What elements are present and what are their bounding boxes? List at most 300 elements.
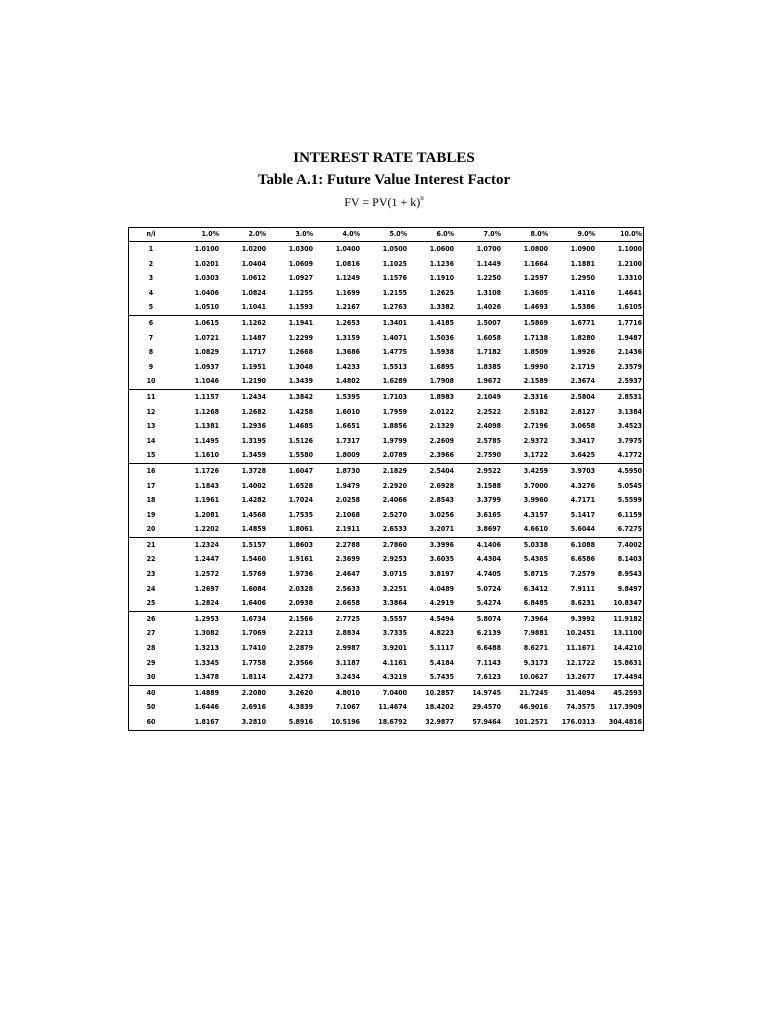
table-row [129, 537, 643, 552]
column-header: 4.0% [314, 228, 361, 242]
table-row [129, 374, 643, 389]
factor-cell: 1.9672 [476, 377, 501, 386]
factor-cell: 1.1961 [194, 496, 219, 505]
table-row [129, 596, 643, 611]
factor-cell: 1.3842 [267, 389, 314, 404]
factor-cell: 1.2824 [194, 599, 219, 608]
factor-cell: 3.2620 [267, 685, 314, 700]
factor-cell: 1.7959 [382, 407, 407, 416]
factor-cell: 1.0201 [194, 259, 219, 268]
factor-cell: 1.9479 [335, 481, 360, 490]
factor-cell: 1.2447 [194, 555, 219, 564]
factor-cell: 1.9990 [523, 362, 548, 371]
factor-cell: 1.2100 [617, 259, 642, 268]
factor-cell: 1.0829 [194, 348, 219, 357]
factor-cell: 2.0938 [288, 599, 313, 608]
period-cell: 22 [146, 555, 156, 564]
factor-cell: 2.4098 [476, 422, 501, 431]
period-cell: 25 [146, 599, 156, 608]
factor-cell: 1.3310 [617, 274, 642, 283]
factor-cell: 2.1719 [570, 362, 595, 371]
period-cell: 14 [146, 436, 156, 445]
factor-cell: 3.0715 [382, 570, 407, 579]
factor-cell: 6.3412 [523, 584, 548, 593]
factor-cell: 2.1068 [335, 510, 360, 519]
factor-cell: 2.3316 [502, 389, 549, 404]
column-header: 6.0% [408, 228, 455, 242]
factor-cell: 2.6533 [382, 525, 407, 534]
column-header: 2.0% [220, 228, 267, 242]
column-header: 1.0% [173, 228, 220, 242]
factor-cell: 1.9926 [570, 348, 595, 357]
factor-cell: 1.4116 [570, 288, 595, 297]
factor-cell: 5.4365 [523, 555, 548, 564]
column-header: 5.0% [361, 228, 408, 242]
factor-cell: 1.1726 [173, 463, 220, 478]
factor-cell: 2.0328 [288, 584, 313, 593]
table-row [129, 670, 643, 685]
factor-cell: 1.4258 [288, 407, 313, 416]
factor-cell: 1.4233 [335, 362, 360, 371]
table-row [129, 389, 643, 404]
factor-cell: 4.6610 [523, 525, 548, 534]
period-cell: 60 [146, 718, 156, 726]
table-row [129, 567, 643, 582]
factor-cell: 6.6586 [570, 555, 595, 564]
factor-cell: 1.0510 [194, 303, 219, 312]
factor-cell: 1.5580 [288, 451, 313, 460]
table-row [129, 434, 643, 449]
factor-cell: 10.2451 [566, 629, 595, 638]
period-cell: 12 [146, 407, 156, 416]
table-row [129, 345, 643, 360]
table-row [129, 715, 643, 730]
factor-cell: 5.5599 [617, 496, 642, 505]
column-header: 3.0% [267, 228, 314, 242]
factor-cell: 1.1910 [429, 274, 454, 283]
factor-cell: 1.4685 [288, 422, 313, 431]
factor-cell: 13.2677 [566, 673, 595, 682]
factor-cell: 1.8280 [570, 333, 595, 342]
factor-cell: 2.2522 [476, 407, 501, 416]
table-row [129, 286, 643, 301]
factor-cell: 3.5557 [361, 611, 408, 626]
factor-cell: 11.9182 [596, 611, 643, 626]
factor-cell: 11.4674 [378, 703, 407, 712]
period-cell: 19 [146, 510, 156, 519]
factor-cell: 1.3082 [194, 629, 219, 638]
period-cell: 30 [146, 673, 156, 682]
factor-cell: 1.4693 [523, 303, 548, 312]
factor-cell: 1.8009 [335, 451, 360, 460]
factor-cell: 4.3219 [382, 673, 407, 682]
factor-cell: 2.2609 [429, 436, 454, 445]
factor-cell: 1.4802 [335, 377, 360, 386]
factor-cell: 8.9543 [617, 570, 642, 579]
period-cell: 13 [146, 422, 156, 431]
factor-cell: 1.3048 [288, 362, 313, 371]
table-row [129, 626, 643, 641]
period-cell: 7 [148, 333, 154, 342]
factor-cell: 2.3966 [429, 451, 454, 460]
factor-cell: 2.5633 [335, 584, 360, 593]
factor-cell: 1.7317 [335, 436, 360, 445]
factor-cell: 1.4775 [382, 348, 407, 357]
period-cell: 18 [146, 496, 156, 505]
factor-cell: 5.0338 [502, 537, 549, 552]
factor-cell: 10.8347 [613, 599, 642, 608]
table-row [129, 419, 643, 434]
factor-cell: 1.0303 [194, 274, 219, 283]
column-header: 9.0% [549, 228, 596, 242]
factor-cell: 3.1187 [335, 658, 360, 667]
factor-cell: 1.4071 [382, 333, 407, 342]
factor-cell: 2.3674 [570, 377, 595, 386]
factor-cell: 1.3605 [523, 288, 548, 297]
factor-cell: 1.5126 [288, 436, 313, 445]
factor-cell: 1.1381 [194, 422, 219, 431]
factor-cell: 2.2080 [220, 685, 267, 700]
factor-cell: 17.4494 [613, 673, 642, 682]
factor-cell: 2.5182 [523, 407, 548, 416]
factor-cell: 14.4210 [613, 644, 642, 653]
factor-cell: 5.8715 [523, 570, 548, 579]
factor-cell: 1.7716 [596, 315, 643, 330]
factor-cell: 1.4641 [617, 288, 642, 297]
factor-cell: 1.5460 [241, 555, 266, 564]
factor-cell: 3.2434 [335, 673, 360, 682]
table-row [129, 360, 643, 375]
period-cell: 29 [146, 658, 156, 667]
factor-cell: 1.8856 [382, 422, 407, 431]
factor-cell: 1.1610 [194, 451, 219, 460]
factor-cell: 1.0800 [523, 245, 548, 253]
formula-exponent: n [420, 194, 424, 202]
factor-cell: 7.4002 [596, 537, 643, 552]
factor-cell: 5.4274 [476, 599, 501, 608]
factor-cell: 2.7590 [476, 451, 501, 460]
factor-cell: 5.1417 [570, 510, 595, 519]
period-cell: 15 [146, 451, 156, 460]
factor-cell: 1.1664 [523, 259, 548, 268]
factor-cell: 1.0816 [335, 259, 360, 268]
factor-cell: 1.2155 [382, 288, 407, 297]
factor-cell: 1.2324 [173, 537, 220, 552]
factor-cell: 1.0609 [288, 259, 313, 268]
factor-cell: 57.9464 [472, 718, 501, 726]
factor-cell: 1.4026 [476, 303, 501, 312]
factor-cell: 2.4066 [382, 496, 407, 505]
factor-cell: 1.9161 [288, 555, 313, 564]
factor-cell: 1.5007 [455, 315, 502, 330]
factor-cell: 1.6895 [429, 362, 454, 371]
factor-cell: 8.1403 [617, 555, 642, 564]
period-cell: 40 [129, 685, 173, 700]
factor-cell: 2.1049 [455, 389, 502, 404]
factor-cell: 1.3401 [361, 315, 408, 330]
factor-cell: 2.7196 [523, 422, 548, 431]
factor-cell: 18.6792 [378, 718, 407, 726]
factor-cell: 2.7860 [361, 537, 408, 552]
factor-cell: 1.6289 [382, 377, 407, 386]
table-row [129, 271, 643, 286]
factor-cell: 1.2250 [476, 274, 501, 283]
factor-cell: 1.2190 [241, 377, 266, 386]
factor-cell: 6.1159 [617, 510, 642, 519]
table-header-row [129, 228, 643, 242]
factor-cell: 1.1449 [476, 259, 501, 268]
factor-cell: 1.8983 [408, 389, 455, 404]
factor-cell: 1.5769 [241, 570, 266, 579]
factor-cell: 1.6406 [241, 599, 266, 608]
factor-cell: 5.4184 [429, 658, 454, 667]
column-header: 7.0% [455, 228, 502, 242]
table-body [129, 242, 643, 730]
factor-cell: 4.3839 [288, 703, 313, 712]
factor-cell: 5.1117 [429, 644, 454, 653]
period-cell: 16 [129, 463, 173, 478]
period-cell: 6 [129, 315, 173, 330]
factor-cell: 6.7275 [617, 525, 642, 534]
table-row [129, 479, 643, 494]
factor-cell: 1.4568 [241, 510, 266, 519]
factor-cell: 1.4282 [241, 496, 266, 505]
factor-cell: 2.3579 [617, 362, 642, 371]
factor-cell: 7.9111 [570, 584, 595, 593]
table-row [129, 522, 643, 537]
factor-cell: 1.2202 [194, 525, 219, 534]
factor-cell: 3.6165 [476, 510, 501, 519]
factor-cell: 31.4094 [549, 685, 596, 700]
factor-cell: 2.8834 [335, 629, 360, 638]
factor-cell: 1.6528 [288, 481, 313, 490]
factor-cell: 2.5804 [549, 389, 596, 404]
factor-cell: 2.4273 [288, 673, 313, 682]
period-cell: 17 [146, 481, 156, 490]
factor-cell: 1.1576 [382, 274, 407, 283]
factor-cell: 4.7405 [476, 570, 501, 579]
factor-cell: 9.3992 [549, 611, 596, 626]
factor-cell: 1.2625 [429, 288, 454, 297]
factor-cell: 7.3964 [502, 611, 549, 626]
factor-cell: 3.1722 [523, 451, 548, 460]
factor-cell: 1.9736 [288, 570, 313, 579]
factor-cell: 1.6734 [220, 611, 267, 626]
formula-text: FV = PV(1 + k) [344, 195, 421, 209]
factor-cell: 1.0937 [194, 362, 219, 371]
factor-cell: 1.0612 [241, 274, 266, 283]
factor-cell: 1.7138 [523, 333, 548, 342]
factor-cell: 3.4523 [617, 422, 642, 431]
factor-cell: 1.7182 [476, 348, 501, 357]
factor-cell: 2.0258 [335, 496, 360, 505]
table-row [129, 700, 643, 715]
factor-cell: 1.6084 [241, 584, 266, 593]
factor-cell: 1.2081 [194, 510, 219, 519]
factor-cell: 6.1088 [549, 537, 596, 552]
factor-cell: 13.1100 [613, 629, 642, 638]
factor-cell: 4.1406 [455, 537, 502, 552]
table-row [129, 242, 643, 257]
factor-cell: 1.0900 [570, 245, 595, 253]
factor-cell: 1.0400 [335, 245, 360, 253]
factor-cell: 12.1722 [566, 658, 595, 667]
factor-cell: 117.3909 [608, 703, 642, 712]
factor-cell: 1.3159 [335, 333, 360, 342]
factor-cell: 1.3459 [241, 451, 266, 460]
factor-cell: 1.1268 [194, 407, 219, 416]
factor-cell: 6.6488 [476, 644, 501, 653]
factor-cell: 9.8497 [617, 584, 642, 593]
factor-cell: 3.6035 [429, 555, 454, 564]
factor-cell: 1.0615 [173, 315, 220, 330]
factor-cell: 3.7975 [617, 436, 642, 445]
factor-cell: 3.7335 [382, 629, 407, 638]
factor-cell: 1.2167 [335, 303, 360, 312]
factor-cell: 1.7024 [288, 496, 313, 505]
factor-cell: 4.1161 [382, 658, 407, 667]
factor-cell: 6.8485 [523, 599, 548, 608]
column-header: 8.0% [502, 228, 549, 242]
period-cell: 10 [146, 377, 156, 386]
factor-cell: 4.3157 [523, 510, 548, 519]
factor-cell: 1.0700 [476, 245, 501, 253]
factor-cell: 1.0824 [241, 288, 266, 297]
factor-cell: 7.6123 [476, 673, 501, 682]
factor-cell: 4.8223 [429, 629, 454, 638]
factor-cell: 2.8543 [429, 496, 454, 505]
table-row [129, 405, 643, 420]
period-cell: 26 [129, 611, 173, 626]
period-cell: 24 [146, 584, 156, 593]
factor-cell: 3.2810 [241, 718, 266, 726]
factor-cell: 1.0500 [382, 245, 407, 253]
factor-cell: 1.6105 [617, 303, 642, 312]
page-title: INTEREST RATE TABLES [293, 150, 475, 166]
factor-cell: 176.0313 [561, 718, 595, 726]
factor-cell: 5.8074 [455, 611, 502, 626]
factor-cell: 1.8509 [523, 348, 548, 357]
factor-cell: 5.0545 [617, 481, 642, 490]
factor-cell: 1.9799 [382, 436, 407, 445]
factor-cell: 3.9201 [382, 644, 407, 653]
factor-cell: 1.3728 [220, 463, 267, 478]
factor-cell: 2.6928 [429, 481, 454, 490]
factor-cell: 2.1829 [361, 463, 408, 478]
period-cell: 11 [129, 389, 173, 404]
factor-cell: 1.2682 [241, 407, 266, 416]
factor-cell: 1.7908 [429, 377, 454, 386]
factor-cell: 74.3575 [566, 703, 595, 712]
factor-cell: 2.1436 [617, 348, 642, 357]
factor-cell: 1.6446 [194, 703, 219, 712]
factor-cell: 3.1588 [476, 481, 501, 490]
factor-cell: 15.8631 [613, 658, 642, 667]
period-cell: 4 [148, 288, 154, 297]
factor-cell: 2.8127 [570, 407, 595, 416]
factor-cell: 1.1699 [335, 288, 360, 297]
factor-cell: 4.5950 [596, 463, 643, 478]
table-row [129, 685, 643, 700]
factor-cell: 2.5404 [408, 463, 455, 478]
table-row [129, 656, 643, 671]
factor-cell: 1.4859 [241, 525, 266, 534]
table-row [129, 300, 643, 315]
factor-cell: 5.7435 [429, 673, 454, 682]
factor-cell: 2.9372 [523, 436, 548, 445]
factor-cell: 1.2668 [288, 348, 313, 357]
factor-cell: 1.8114 [241, 673, 266, 682]
factor-cell: 8.6271 [523, 644, 548, 653]
factor-cell: 3.7000 [523, 481, 548, 490]
table-row [129, 315, 643, 330]
factor-cell: 11.1671 [566, 644, 595, 653]
factor-cell: 3.8697 [476, 525, 501, 534]
period-cell: 9 [148, 362, 154, 371]
factor-cell: 9.3173 [523, 658, 548, 667]
factor-cell: 7.9881 [523, 629, 548, 638]
factor-cell: 1.6047 [267, 463, 314, 478]
factor-cell: 1.2299 [288, 333, 313, 342]
factor-cell: 1.1041 [241, 303, 266, 312]
factor-cell: 1.1249 [335, 274, 360, 283]
factor-cell: 1.3382 [429, 303, 454, 312]
factor-cell: 1.2936 [241, 422, 266, 431]
factor-cell: 2.2788 [314, 537, 361, 552]
table-row [129, 463, 643, 478]
factor-cell: 1.2572 [194, 570, 219, 579]
factor-cell: 2.6658 [335, 599, 360, 608]
factor-cell: 7.0400 [361, 685, 408, 700]
factor-cell: 1.4185 [408, 315, 455, 330]
factor-cell: 1.3345 [194, 658, 219, 667]
factor-cell: 2.2213 [288, 629, 313, 638]
factor-cell: 4.8010 [314, 685, 361, 700]
factor-cell: 29.4570 [472, 703, 501, 712]
period-cell: 5 [148, 303, 154, 312]
factor-cell: 3.8197 [429, 570, 454, 579]
factor-cell: 1.1593 [288, 303, 313, 312]
factor-cell: 4.7171 [570, 496, 595, 505]
period-cell: 28 [146, 644, 156, 653]
factor-cell: 4.4304 [476, 555, 501, 564]
factor-cell: 2.5785 [476, 436, 501, 445]
factor-cell: 1.0200 [241, 245, 266, 253]
factor-cell: 1.6010 [335, 407, 360, 416]
factor-cell: 2.2879 [288, 644, 313, 653]
factor-cell: 1.8167 [194, 718, 219, 726]
factor-cell: 1.5036 [429, 333, 454, 342]
factor-cell: 45.2593 [596, 685, 643, 700]
factor-cell: 4.3276 [570, 481, 595, 490]
period-cell: 3 [148, 274, 154, 283]
period-cell: 8 [148, 348, 154, 357]
factor-cell: 1.7535 [288, 510, 313, 519]
table-row [129, 257, 643, 272]
factor-cell: 1.2697 [194, 584, 219, 593]
factor-cell: 1.6651 [335, 422, 360, 431]
period-cell: 27 [146, 629, 156, 638]
interest-table [128, 227, 644, 731]
factor-cell: 1.2597 [523, 274, 548, 283]
factor-cell: 1.3195 [241, 436, 266, 445]
factor-cell: 2.3699 [335, 555, 360, 564]
table-row [129, 582, 643, 597]
factor-cell: 1.2763 [382, 303, 407, 312]
factor-cell: 1.5869 [502, 315, 549, 330]
factor-cell: 8.6231 [570, 599, 595, 608]
factor-cell: 3.4259 [502, 463, 549, 478]
